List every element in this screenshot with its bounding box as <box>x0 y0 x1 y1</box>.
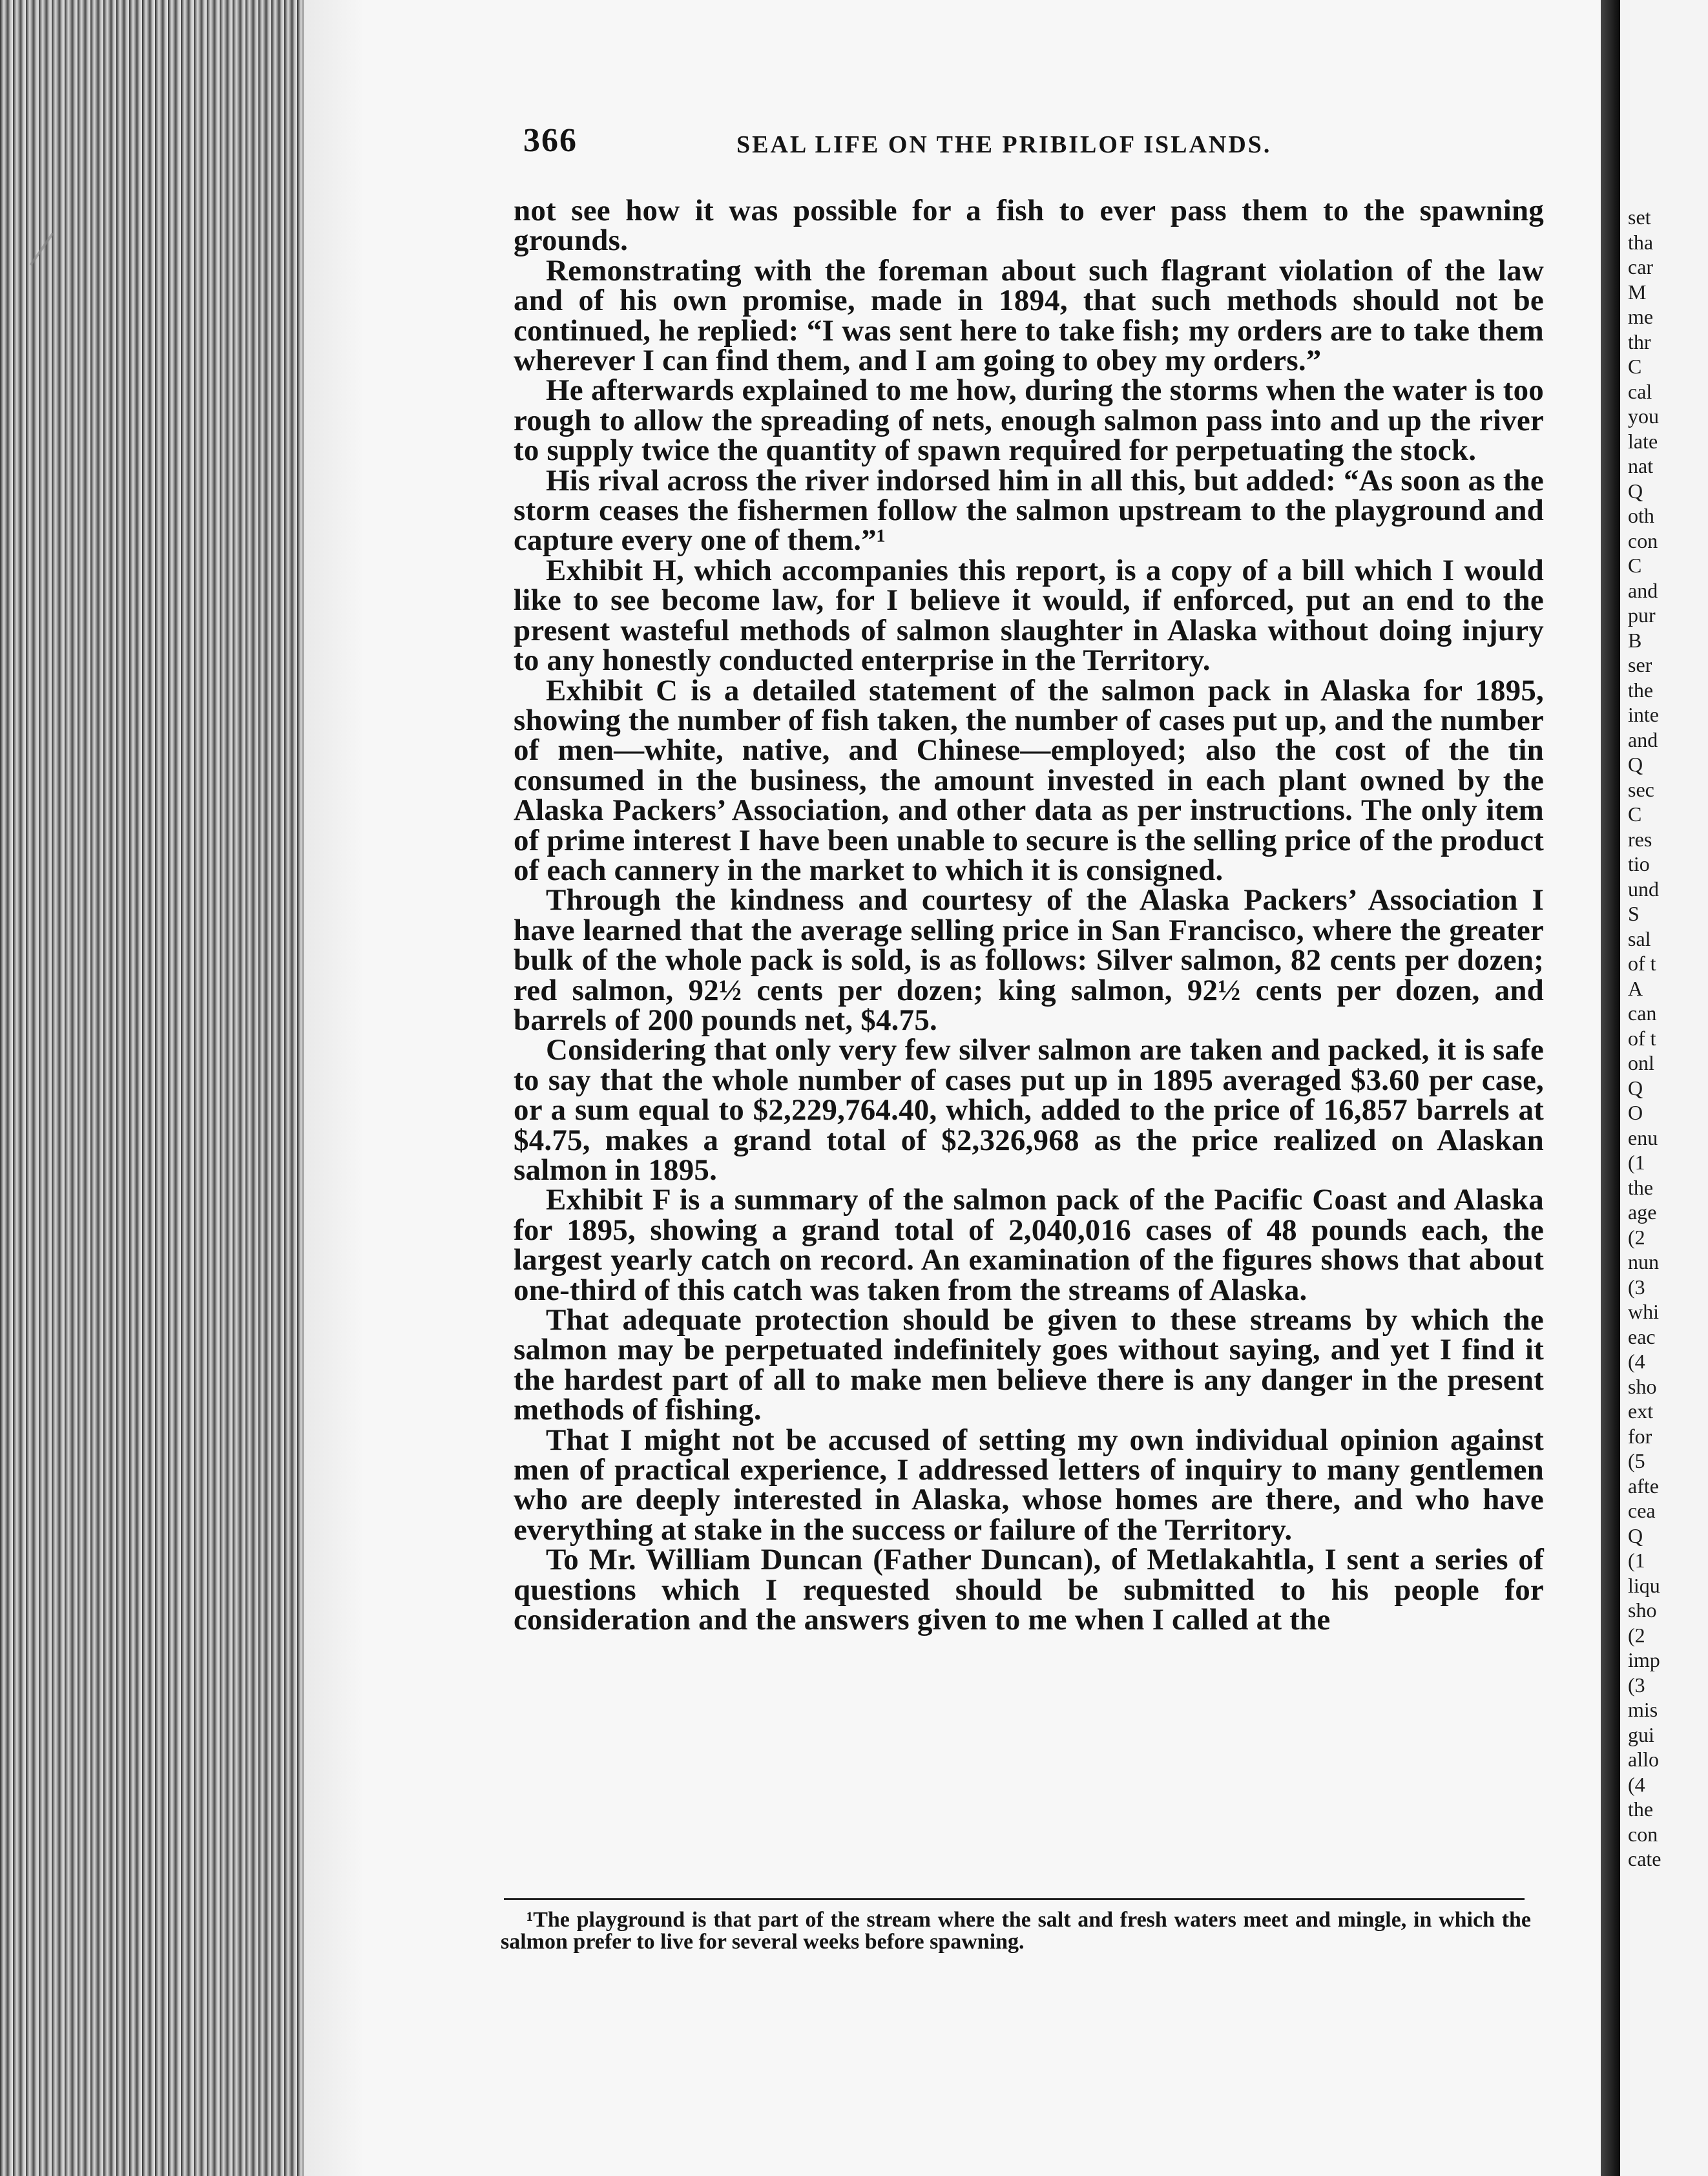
paragraph: That adequate protection should be given to these streams by which the salmon may be perpetuated indefinitely goes without saying, and yet I find it the hardest part of all to make men believe there is any danger in the present methods of fishing. <box>514 1303 1544 1427</box>
facing-page-fragment: Q <box>1628 479 1643 503</box>
facing-page-fragment: nat <box>1628 454 1654 477</box>
facing-page-fragment: mis <box>1628 1698 1658 1721</box>
book-gutter <box>1601 0 1620 2176</box>
paragraph: not see how it was possible for a fish to ever pass them to the spawning grounds. <box>514 194 1544 258</box>
facing-page-fragment: inte <box>1628 703 1659 726</box>
facing-page-fragment: Q <box>1628 1076 1643 1100</box>
paragraph: Through the kindness and courtesy of the Alaska Packers’ Association I have learned that the average selling price in San Francisco, where the greater bulk of the whole pack is sold, is as follows: Silver salmon, 82 cents per dozen; red salmon, 92½ cents per dozen; king salmon, 92½ cents per dozen, and barrels of 200 pounds net, $4.75. <box>514 883 1544 1037</box>
facing-page-fragment: eac <box>1628 1324 1656 1348</box>
paragraph: That I might not be accused of setting my own individual opinion against men of practical experience, I addressed letters of inquiry to many gentlemen who are deeply interested in Alaska, whose homes are there, and who have everything at stake in the success or failure of the Territory. <box>514 1423 1544 1547</box>
facing-page-fragment: (2 <box>1628 1225 1645 1249</box>
facing-page-fragment: sho <box>1628 1374 1657 1398</box>
facing-page-fragment: the <box>1628 1175 1654 1199</box>
facing-page-fragment: car <box>1628 255 1654 278</box>
facing-page-fragment: oth <box>1628 504 1654 527</box>
facing-page-fragment: (3 <box>1628 1673 1645 1697</box>
facing-page-fragment: S <box>1628 902 1640 925</box>
facing-page-fragment: of t <box>1628 952 1656 975</box>
running-head <box>523 121 1357 160</box>
facing-page-fragment: whi <box>1628 1300 1659 1323</box>
facing-page-fragment: O <box>1628 1101 1643 1124</box>
facing-page-fragment: A <box>1628 976 1643 1000</box>
facing-page-fragment: (4 <box>1628 1772 1645 1796</box>
facing-page-fragment: onl <box>1628 1051 1654 1074</box>
book-page-edges <box>0 0 362 2176</box>
facing-page-fragment: Q <box>1628 1523 1643 1547</box>
page-number: 366 <box>523 122 578 159</box>
facing-page-fragment: (3 <box>1628 1275 1645 1299</box>
facing-page-fragment: liqu <box>1628 1573 1660 1597</box>
facing-page-fragment: age <box>1628 1200 1657 1224</box>
facing-page-fragment: B <box>1628 628 1642 652</box>
facing-page-fragment: enu <box>1628 1125 1658 1149</box>
facing-page-fragment: imp <box>1628 1648 1660 1671</box>
facing-page-fragment: can <box>1628 1001 1657 1025</box>
facing-page-fragment: and <box>1628 727 1658 751</box>
paragraph: Considering that only very few silver salmon are taken and packed, it is safe to say that the whole number of cases put up in 1895 averaged $3.60 per case, or a sum equal to $2,229,764.40, which, added to the price of 16,857 barrels at $4.75, makes a grand total of $2,326,968 as the price realized on Alaskan salmon in 1895. <box>514 1033 1544 1187</box>
footnote-rule <box>504 1898 1525 1900</box>
facing-page-fragment: con <box>1628 1822 1658 1846</box>
facing-page-fragment: res <box>1628 827 1652 851</box>
facing-page-fragment: sec <box>1628 777 1654 801</box>
facing-page-fragment: cate <box>1628 1847 1661 1870</box>
paragraph: Remonstrating with the foreman about such flagrant violation of the law and of his own promise, made in 1894, that such methods should not be continued, he replied: “I was sent here to take fish; my orders are to take them wherever I can find them, and I am going to obey my orders.” <box>514 253 1544 378</box>
facing-page-fragment: (1 <box>1628 1151 1645 1174</box>
facing-page-fragment: the <box>1628 1797 1654 1821</box>
facing-page-fragment: sho <box>1628 1598 1657 1622</box>
facing-page-fragment: sal <box>1628 926 1651 950</box>
facing-page-fragment: C <box>1628 355 1642 378</box>
facing-page-fragment: (1 <box>1628 1549 1645 1572</box>
facing-page-edge <box>1620 0 1708 2176</box>
paragraph: Exhibit C is a detailed statement of the salmon pack in Alaska for 1895, showing the number of fish taken, the number of cases put up, and the number of men—white, native, and Chinese—employed; also the cost of the tin consumed in the business, the amount invested in each plant owned by the Alaska Packers’ Association, and other data as per instructions. The only item of prime interest I have been unable to secure is the selling price of the product of each cannery in the market to which it is consigned. <box>514 673 1544 887</box>
facing-page-fragment: C <box>1628 554 1642 577</box>
facing-page-fragment: und <box>1628 877 1659 901</box>
body-text <box>514 196 1544 1635</box>
paragraph: Exhibit F is a summary of the salmon pack of the Pacific Coast and Alaska for 1895, showing a grand total of 2,040,016 cases of 48 pounds each, the largest yearly catch on record. An examination of the figures shows that about one-third of this catch was taken from the streams of Alaska. <box>514 1183 1544 1307</box>
facing-page-fragment: Q <box>1628 753 1643 776</box>
facing-page-fragment: thr <box>1628 330 1651 353</box>
footnote: ¹The playground is that part of the stream where the salt and fresh waters meet and mingle, in which the salmon prefer to live for several weeks before spawning. <box>501 1908 1531 1954</box>
paragraph: His rival across the river indorsed him in all this, but added: “As soon as the storm ceases the fishermen follow the salmon upstream to the playground and capture every one of them.”¹ <box>514 463 1544 558</box>
paragraph: He afterwards explained to me how, during the storms when the water is too rough to allow the spreading of nets, enough salmon pass into and up the river to supply twice the quantity of spawn required for perpetuating the stock. <box>514 373 1544 468</box>
paragraph: Exhibit H, which accompanies this report, is a copy of a bill which I would like to see become law, for I believe it would, if enforced, put an end to the present wasteful methods of salmon slaughter in Alaska without doing injury to any honestly conducted enterprise in the Territory. <box>514 553 1544 678</box>
facing-page-fragment: gui <box>1628 1722 1654 1746</box>
facing-page-fragment: nun <box>1628 1250 1659 1273</box>
facing-page-fragment: ser <box>1628 653 1652 676</box>
facing-page-fragment: afte <box>1628 1474 1659 1498</box>
facing-page-fragment: tio <box>1628 852 1650 875</box>
facing-page-fragment: of t <box>1628 1026 1656 1050</box>
running-title: SEAL LIFE ON THE PRIBILOF ISLANDS. <box>736 131 1272 158</box>
facing-page-fragment: ext <box>1628 1399 1654 1423</box>
facing-page-fragment: cea <box>1628 1499 1656 1522</box>
facing-page-fragment: M <box>1628 280 1647 304</box>
facing-page-fragment: C <box>1628 802 1642 826</box>
facing-page-fragment: and <box>1628 578 1658 602</box>
facing-page-fragment: late <box>1628 429 1658 453</box>
facing-page-fragment: con <box>1628 528 1658 552</box>
paragraph: To Mr. William Duncan (Father Duncan), of Metlakahtla, I sent a series of questions which I requested should be submitted to his people for consideration and the answers given to me when I called at the <box>514 1543 1544 1637</box>
facing-page-fragment: (4 <box>1628 1350 1645 1373</box>
facing-page-fragment: tha <box>1628 230 1654 254</box>
facing-page-fragment: you <box>1628 404 1659 428</box>
facing-page-fragment: set <box>1628 205 1651 229</box>
facing-page-fragment: for <box>1628 1424 1652 1448</box>
facing-page-fragment: pur <box>1628 603 1656 627</box>
facing-page-fragment: allo <box>1628 1748 1659 1771</box>
facing-page-fragment: cal <box>1628 379 1652 403</box>
facing-page-fragment: (5 <box>1628 1449 1645 1472</box>
facing-page-fragment: me <box>1628 305 1654 328</box>
facing-page-fragment: the <box>1628 678 1654 702</box>
facing-page-fragment: (2 <box>1628 1623 1645 1647</box>
